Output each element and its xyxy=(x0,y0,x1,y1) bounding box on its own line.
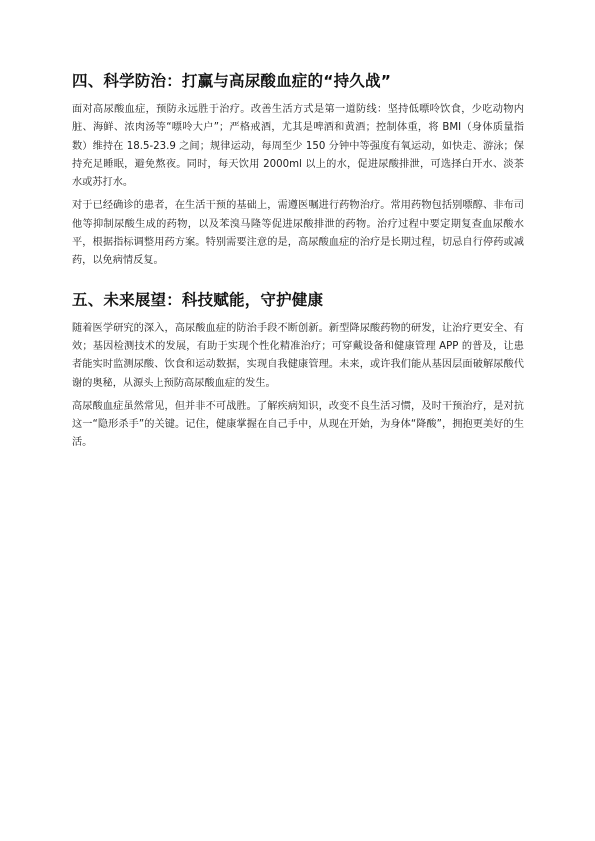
paragraph: 面对高尿酸血症，预防永远胜于治疗。改善生活方式是第一道防线：坚持低嘌呤饮食，少吃动物内脏、海鲜、浓肉汤等“嘌呤大户”；严格戒酒，尤其是啤酒和黄酒；控制体重，将 BMI（身体质量指数）维持在 18.5-23.9 之间；规律运动，每周至少 150 分钟中等强度有氧运动，如快走、游泳；保持充足睡眠，避免熬夜。同时，每天饮用 2000ml 以上的水，促进尿酸排泄，可选择白开水、淡茶水或苏打水。 xyxy=(72,104,524,189)
section-heading: 四、科学防治：打赢与高尿酸血症的“持久战” xyxy=(72,72,392,90)
paragraph: 随着医学研究的深入，高尿酸血症的防治手段不断创新。新型降尿酸药物的研发，让治疗更安全、有效；基因检测技术的发展，有助于实现个性化精准治疗；可穿戴设备和健康管理 APP 的普及，让患者能实时监测尿酸、饮食和运动数据，实现自我健康管理。未来，或许我们能从基因层面破解尿酸代谢的奥秘，从源头上预防高尿酸血症的发生。 xyxy=(72,322,524,389)
section-heading: 五、未来展望：科技赋能，守护健康 xyxy=(72,290,324,309)
paragraph: 对于已经确诊的患者，在生活干预的基础上，需遵医嘱进行药物治疗。常用药物包括别嘌醇、非布司他等抑制尿酸生成的药物，以及苯溴马隆等促进尿酸排泄的药物。治疗过程中要定期复查血尿酸水平，根据指标调整用药方案。特别需要注意的是，高尿酸血症的治疗是长期过程，切忌自行停药或减药，以免病情反复。 xyxy=(72,200,524,267)
document-body xyxy=(72,71,524,458)
section-prevention xyxy=(72,71,524,271)
paragraph: 高尿酸血症虽然常见，但并非不可战胜。了解疾病知识，改变不良生活习惯，及时干预治疗，是对抗这一“隐形杀手”的关键。记住，健康掌握在自己手中，从现在开始，为身体“降酸”，拥抱更美好的生活。 xyxy=(72,400,524,449)
section-outlook xyxy=(72,290,524,453)
